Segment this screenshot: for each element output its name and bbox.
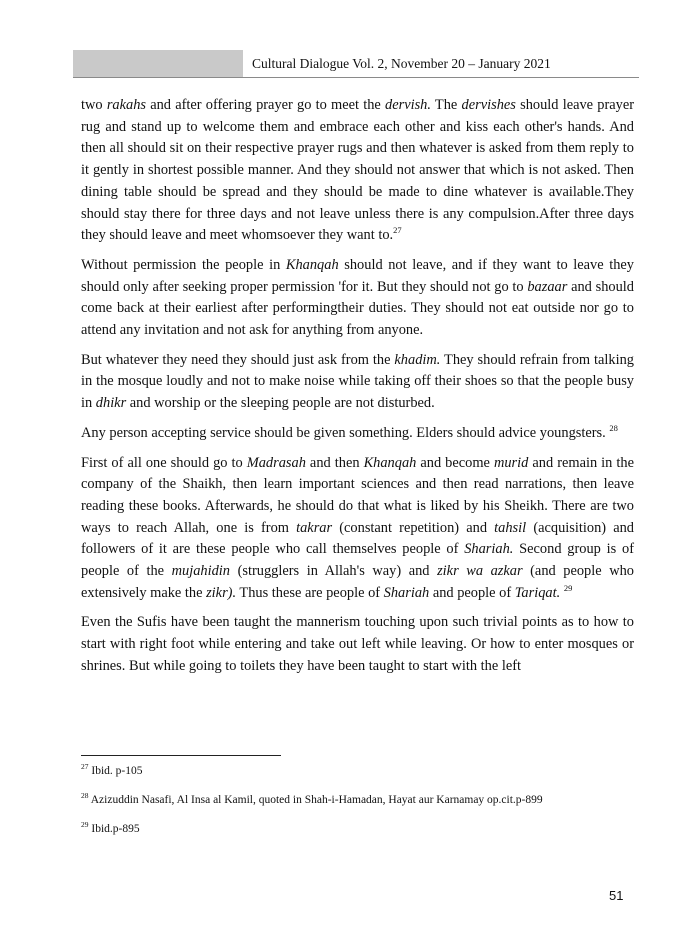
text-run: (strugglers in Allah's way) and (230, 563, 438, 580)
text-run: (constant repetition) and (332, 519, 495, 536)
italic-term: zikr). (206, 584, 237, 601)
italic-term: dervish. (385, 97, 431, 113)
footnote-number: 28 (81, 791, 89, 801)
text-run: and people of (429, 584, 515, 601)
italic-term: khadim. (394, 351, 441, 368)
footnote-ref: 28 (609, 423, 618, 434)
text-run: First of all one should go to (81, 454, 247, 471)
italic-term: Madrasah (246, 454, 306, 471)
header-gray-block (73, 50, 243, 77)
text-run: should leave prayer rug and stand up to welcome them and embrace each other and kiss each other's hands. And then all should sit on their respective prayer rugs and then whatever is asked from them reply to it gently in shortest possible manner. And they should not answer that which is not asked. Then dining table should be spread and they should be made to dine whatever is available.They should stay there for three days and not leave unless there is any compulsion.After three days they should leave and meet whomsoever they want to. (81, 97, 635, 244)
footnote-rule (81, 755, 281, 756)
footnotes (81, 763, 634, 850)
italic-term: dhikr (95, 395, 127, 412)
text-run: Even the Sufis have been taught the mannerism touching upon such trivial points as to how to start with right foot while entering and take out left while leaving. Or how to enter mosques or shrines. But while going to toilets they have been taught to start with the left (81, 614, 634, 674)
text-run: Any person accepting service should be given something. Elders should advice youngsters. (81, 424, 610, 441)
text-run: and become (416, 454, 494, 471)
text-run: But whatever they need they should just ask from the (81, 351, 395, 368)
text-run: Thus these are people of (236, 584, 384, 601)
footnote-text: Ibid.p-895 (91, 823, 140, 835)
italic-term: mujahidin (171, 563, 231, 580)
text-run: and then (305, 454, 364, 471)
text-run: The (430, 97, 462, 113)
footnote (81, 821, 634, 850)
italic-term: dervishes (461, 97, 516, 113)
italic-term: Khanqah (285, 256, 339, 273)
text-run: Without permission the people in (81, 256, 286, 273)
italic-term: Shariah. (464, 541, 514, 558)
body-text (81, 95, 634, 686)
italic-term: takrar (296, 519, 333, 536)
page-number: 51 (609, 888, 624, 903)
italic-term: tahsil (494, 519, 527, 536)
text-run: They should refrain from talking in the mosque loudly and not to make noise while taking off their shoes so that the people busy in (81, 351, 634, 412)
footnote-text: Ibid. p-105 (91, 765, 143, 777)
footnote-ref: 29 (563, 582, 573, 593)
paragraph (81, 350, 634, 415)
footnote-ref: 27 (393, 225, 402, 236)
paragraph (81, 612, 634, 677)
text-run: (and people who extensively make the (81, 563, 634, 601)
paragraph (81, 423, 634, 445)
footnote-text: Azizuddin Nasafi, Al Insa al Kamil, quoted in Shah-i-Hamadan, Hayat aur Karnamay op.cit.p-899 (90, 794, 543, 806)
header-rule (73, 77, 639, 78)
italic-term: Tariqat. (514, 584, 561, 601)
italic-term: bazaar (527, 278, 568, 295)
text-run: and remain in the company of the Shaikh, then learn important sciences and then read narrations, then leave reading these books. Afterwards, he should do that what is liked by his Sheikh. There are two ways to reach Allah, one is from (81, 454, 634, 536)
text-run: (acquisition) and followers of it are these people who call themselves people of (81, 519, 634, 558)
text-run: and after offering prayer go to meet the (146, 97, 386, 113)
paragraph (81, 95, 634, 247)
text-run: should not leave, and if they want to leave they should only after seeking proper permission 'for it. But they should not go to (81, 256, 634, 295)
italic-term: Khanqah (363, 454, 417, 471)
paragraph (81, 255, 634, 342)
italic-term: murid (493, 454, 529, 471)
text-run: and should come back at their earliest after performingtheir duties. They should not eat outside nor go to attend any invitation and not ask for anything from anyone. (81, 278, 634, 339)
italic-term: Shariah (383, 584, 430, 601)
footnote-number: 27 (81, 762, 89, 772)
footnote (81, 763, 634, 792)
italic-term: zikr wa azkar (437, 563, 523, 580)
footnote-number: 29 (81, 820, 89, 830)
text-run: Second group is of people of the (81, 541, 634, 580)
running-header: Cultural Dialogue Vol. 2, November 20 – January 2021 (252, 56, 551, 71)
footnote (81, 792, 634, 821)
paragraph (81, 453, 634, 605)
text-run: two (81, 97, 107, 113)
italic-term: rakahs (106, 97, 146, 113)
text-run: and worship or the sleeping people are not disturbed. (126, 395, 435, 412)
